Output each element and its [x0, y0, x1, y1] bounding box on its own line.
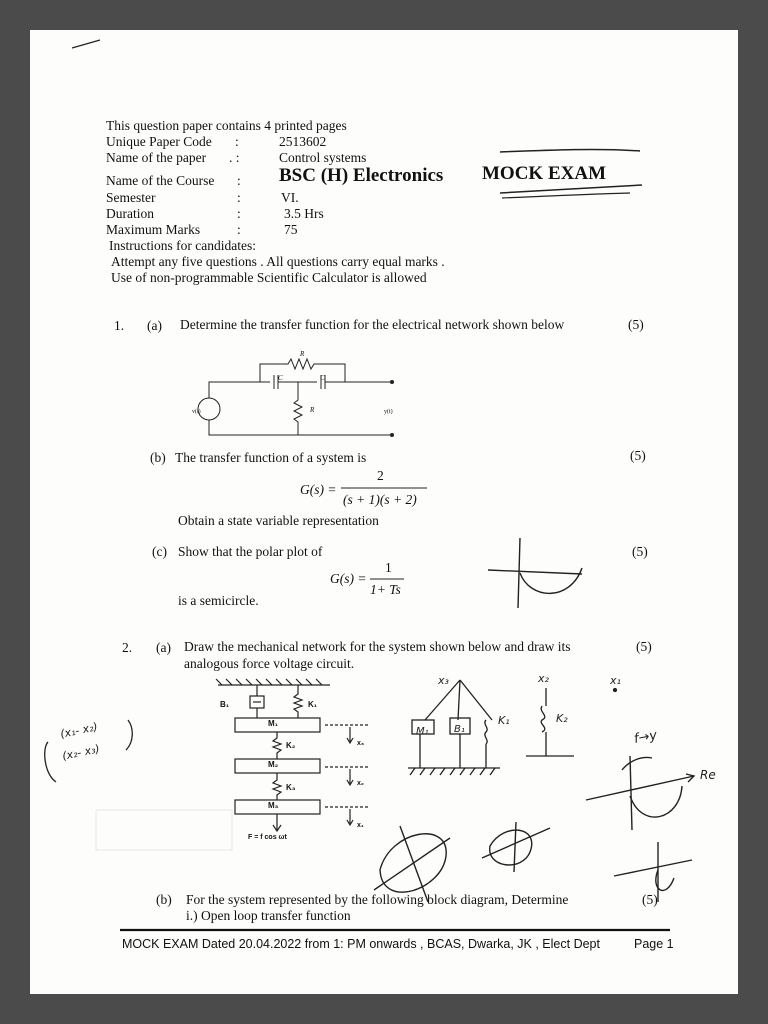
q2a-text-1: Draw the mechanical network for the system shown below and draw its — [184, 639, 571, 654]
circuit-label-vin: v(t) — [192, 409, 201, 415]
paper-name-value: Control systems — [279, 150, 367, 165]
marks-value: 75 — [284, 222, 298, 237]
q2b-sub: i.) Open loop transfer function — [186, 908, 351, 923]
semester-value: VI. — [281, 190, 299, 205]
mech-label-k1: K₁ — [308, 700, 318, 709]
q2-number: 2. — [122, 640, 133, 655]
pen-tick-mark — [72, 40, 100, 48]
mech-label-m2: M₂ — [268, 760, 279, 769]
hand-re: Re — [700, 768, 716, 782]
duration-value: 3.5 Hrs — [284, 206, 324, 221]
spring-k2-icon — [273, 732, 281, 759]
q1b-lhs: G(s) = — [300, 482, 337, 497]
mech-label-x2: x₂ — [357, 780, 365, 787]
mock-exam-title: MOCK EXAM — [482, 163, 607, 184]
spring-k3-icon — [273, 773, 281, 800]
circuit-label-c2: C — [320, 374, 325, 382]
hand-x1: x₁ — [610, 674, 621, 687]
mass-m1-block — [235, 718, 320, 732]
q1c-text: Show that the polar plot of — [178, 544, 323, 559]
q2a-text-2: analogous force voltage circuit. — [184, 656, 355, 671]
q1c-lhs: G(s) = — [330, 571, 367, 586]
upc-label: Unique Paper Code — [106, 134, 212, 149]
mech-label-k2: K₂ — [286, 741, 296, 750]
q1a-text: Determine the transfer function for the electrical network shown below — [180, 317, 565, 332]
mech-label-b1: B₁ — [220, 700, 230, 709]
mech-label-force: F = f cos ωt — [248, 834, 287, 841]
course-label: Name of the Course — [106, 173, 215, 188]
upc-sep: : — [235, 134, 239, 149]
polar-sketch-3 — [614, 842, 692, 902]
hand-x2: x₂ — [538, 672, 549, 685]
q1b-marks: (5) — [630, 448, 646, 463]
mech-label-k3: K₃ — [286, 783, 296, 792]
ellipse-sketch-1 — [374, 826, 450, 902]
underline-2 — [500, 185, 642, 193]
hand-k1: K₁ — [498, 714, 510, 727]
q2b-text: For the system represented by the following block diagram, Determine — [186, 892, 569, 907]
resistor-top-icon — [260, 359, 345, 382]
mass-m3-block — [235, 800, 320, 814]
q1c-after: is a semicircle. — [178, 593, 259, 608]
hand-m1: M₁ — [416, 726, 429, 737]
marks-label: Maximum Marks — [106, 222, 201, 237]
ground-hatch — [216, 679, 322, 685]
ellipse-sketch-2 — [482, 822, 550, 872]
q1-number: 1. — [114, 318, 125, 333]
underline-1 — [500, 149, 640, 152]
faded-stamp — [96, 810, 232, 850]
course-sep: : — [237, 173, 241, 188]
semester-label: Semester — [106, 190, 156, 205]
electrical-circuit — [198, 359, 394, 437]
spring-k1-icon — [294, 685, 302, 718]
q1b-after: Obtain a state variable representation — [178, 513, 379, 528]
instructions-title: Instructions for candidates: — [109, 238, 256, 253]
mech-label-m1: M₁ — [268, 719, 278, 728]
q2a-label: (a) — [156, 640, 171, 655]
polar-sketch-2 — [586, 756, 694, 830]
duration-label: Duration — [106, 206, 154, 221]
circuit-label-res: R — [310, 406, 315, 414]
mech-label-x3: x₃ — [357, 740, 365, 747]
duration-sep: : — [237, 206, 241, 221]
voltage-source-icon — [198, 398, 220, 420]
instruction-2: Use of non-programmable Scientific Calculator is allowed — [111, 270, 427, 285]
capacitor-2-icon — [321, 375, 325, 389]
mech-label-x1: x₁ — [357, 822, 364, 829]
mass-m2-block — [235, 759, 320, 773]
q1a-label: (a) — [147, 318, 162, 333]
hand-b1: B₁ — [454, 724, 465, 735]
pages-line: This question paper contains 4 printed pages — [106, 118, 347, 133]
capacitor-1-icon — [274, 375, 278, 389]
q2b-label: (b) — [156, 892, 172, 907]
circuit-label-c1: C — [278, 374, 283, 382]
q2b-marks: (5) — [642, 892, 658, 907]
q1b-numerator: 2 — [377, 468, 384, 483]
hand-x3: x₃ — [438, 674, 449, 687]
q1b-denominator: (s + 1)(s + 2) — [343, 492, 417, 507]
semester-sep: : — [237, 190, 241, 205]
instruction-1: Attempt any five questions . All questions carry equal marks . — [111, 254, 445, 269]
q1c-label: (c) — [152, 544, 167, 559]
mechanical-system-figure — [216, 679, 370, 831]
drawings-layer — [30, 30, 738, 994]
mech-label-m3: M₃ — [268, 801, 279, 810]
marks-sep: : — [237, 222, 241, 237]
polar-sketch-1 — [488, 538, 582, 608]
hand-xdiff-1: (x₁- x₂) — [59, 720, 99, 741]
hand-xdiff-2: (x₂- x₃) — [61, 742, 101, 763]
hand-fy: f→y — [632, 728, 659, 747]
circuit-label-r: R — [300, 350, 305, 358]
q1c-numerator: 1 — [385, 560, 392, 575]
course-value: BSC (H) Electronics — [279, 165, 444, 186]
page-number: Page 1 — [634, 937, 674, 951]
circuit-label-vout: y(t) — [384, 409, 393, 415]
paper-name-label: Name of the paper — [106, 150, 207, 165]
exam-paper — [30, 30, 738, 994]
upc-value: 2513602 — [279, 134, 327, 149]
paper-name-sep: . : — [229, 150, 240, 165]
q1b-label: (b) — [150, 450, 166, 465]
q1a-marks: (5) — [628, 317, 644, 332]
q1c-marks: (5) — [632, 544, 648, 559]
q2a-marks: (5) — [636, 639, 652, 654]
resistor-shunt-icon — [294, 382, 302, 435]
footer-text: MOCK EXAM Dated 20.04.2022 from 1: PM onwards , BCAS, Dwarka, JK , Elect Dept — [122, 937, 600, 951]
hand-k2: K₂ — [556, 712, 568, 725]
q1b-text: The transfer function of a system is — [175, 450, 367, 465]
underline-3 — [502, 193, 630, 198]
q1c-denominator: 1+ Ts — [370, 582, 401, 597]
